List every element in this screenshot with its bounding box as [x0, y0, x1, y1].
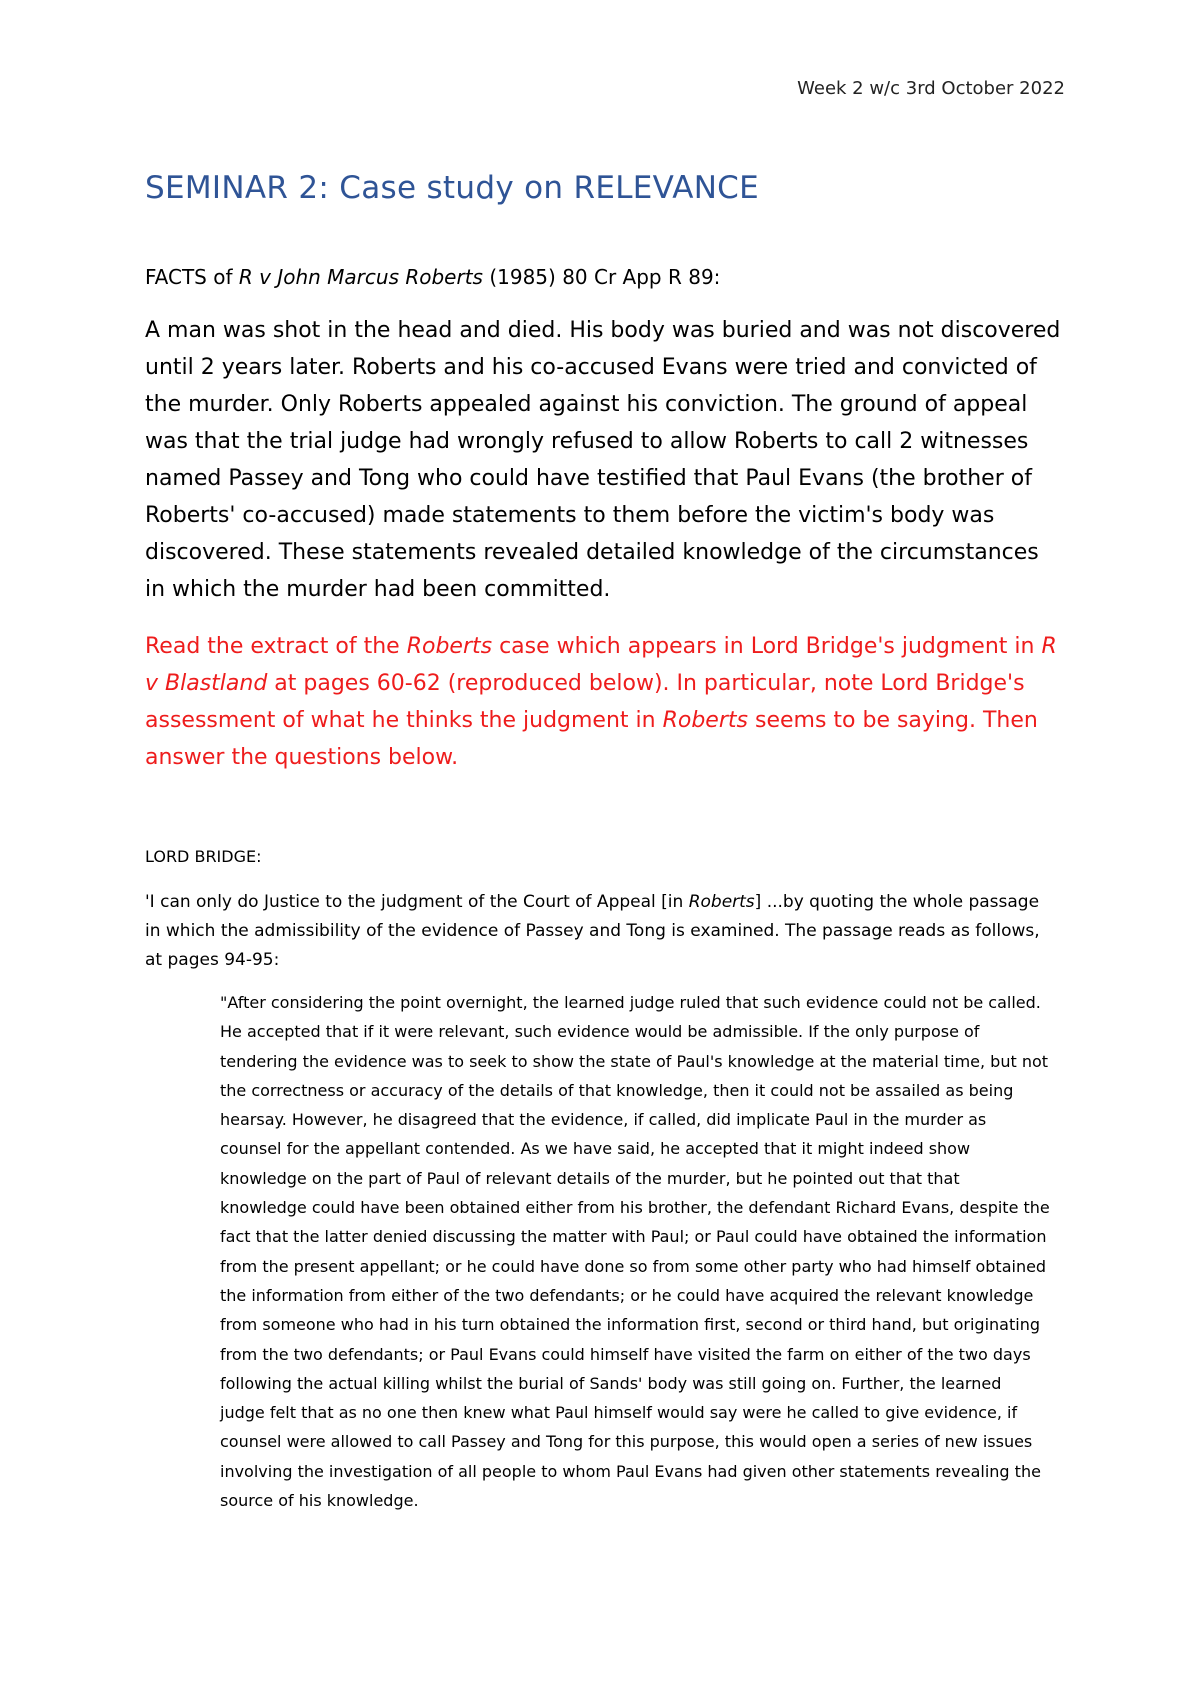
facts-body: A man was shot in the head and died. His body was buried and was not discovered until 2 years later. Roberts and his co-accused Evans were tried and convicted of the murder. Only Roberts appealed against his conviction. The ground of appeal was that the trial judge had wrongly refused to allow Roberts to call 2 witnesses named Passey and Tong who could have testified that Paul Evans (the brother of Roberts' co-accused) made statements to them before the victim's body was discovered. These statements revealed detailed knowledge of the circumstances in which the murder had been committed.: [145, 318, 1061, 602]
instruction-paragraph: [145, 628, 1060, 776]
instruction-part-2: case which appears in Lord Bridge's judgment in: [492, 634, 1042, 659]
facts-prefix: FACTS of: [145, 265, 239, 289]
instruction-roberts-2: Roberts: [662, 708, 748, 733]
bridge-intro-roberts: Roberts: [688, 892, 755, 912]
instruction-part-3: at pages 60-62 (reproduced below). In particular, note Lord Bridge's assessment of what he thinks the judgment in: [145, 671, 1025, 733]
lord-bridge-label: LORD BRIDGE:: [145, 847, 262, 866]
instruction-part-1: Read the extract of the: [145, 634, 407, 659]
instruction-part-4: seems to be saying. Then answer the questions below.: [145, 708, 1038, 770]
bridge-intro-part-2: ] ...by quoting the whole passage in which the admissibility of the evidence of Passey and Tong is examined. The passage reads as follows, at pages 94-95:: [145, 892, 1040, 970]
instruction-blastland: R v Blastland: [145, 634, 1057, 696]
lord-bridge-intro: [145, 888, 1045, 975]
page-title: SEMINAR 2: Case study on RELEVANCE: [145, 170, 760, 206]
facts-citation: (1985) 80 Cr App R 89:: [482, 265, 721, 289]
bridge-intro-part-1: 'I can only do Justice to the judgment of the Court of Appeal [in: [145, 892, 689, 912]
facts-case-name: R v John Marcus Roberts: [238, 265, 483, 289]
block-quote: "After considering the point overnight, the learned judge ruled that such evidence could not be called. He accepted that if it were relevant, such evidence would be admissible. If the only purpose of tendering the evidence was to seek to show the state of Paul's knowledge at the material time, but not the correctness or accuracy of the details of that knowledge, then it could not be assailed as being hearsay. However, he disagreed that the evidence, if called, did implicate Paul in the murder as counsel for the appellant contended. As we have said, he accepted that it might indeed show knowledge on the part of Paul of relevant details of the murder, but he pointed out that that knowledge could have been obtained either from his brother, the defendant Richard Evans, despite the fact that the latter denied discussing the matter with Paul; or Paul could have obtained the information from the present appellant; or he could have done so from some other party who had himself obtained the information from either of the two defendants; or he could have acquired the relevant knowledge from someone who had in his turn obtained the information first, second or third hand, but originating from the two defendants; or Paul Evans could himself have visited the farm on either of the two days following the actual killing whilst the burial of Sands' body was still going on. Further, the learned judge felt that as no one then knew what Paul himself would say were he called to give evidence, if counsel were allowed to call Passey and Tong for this purpose, this would open a series of new issues involving the investigation of all people to whom Paul Evans had given other statements revealing the source of his knowledge.: [220, 993, 1050, 1511]
facts-heading: [145, 265, 720, 289]
header-date: Week 2 w/c 3rd October 2022: [797, 78, 1065, 99]
instruction-roberts-1: Roberts: [406, 634, 493, 659]
